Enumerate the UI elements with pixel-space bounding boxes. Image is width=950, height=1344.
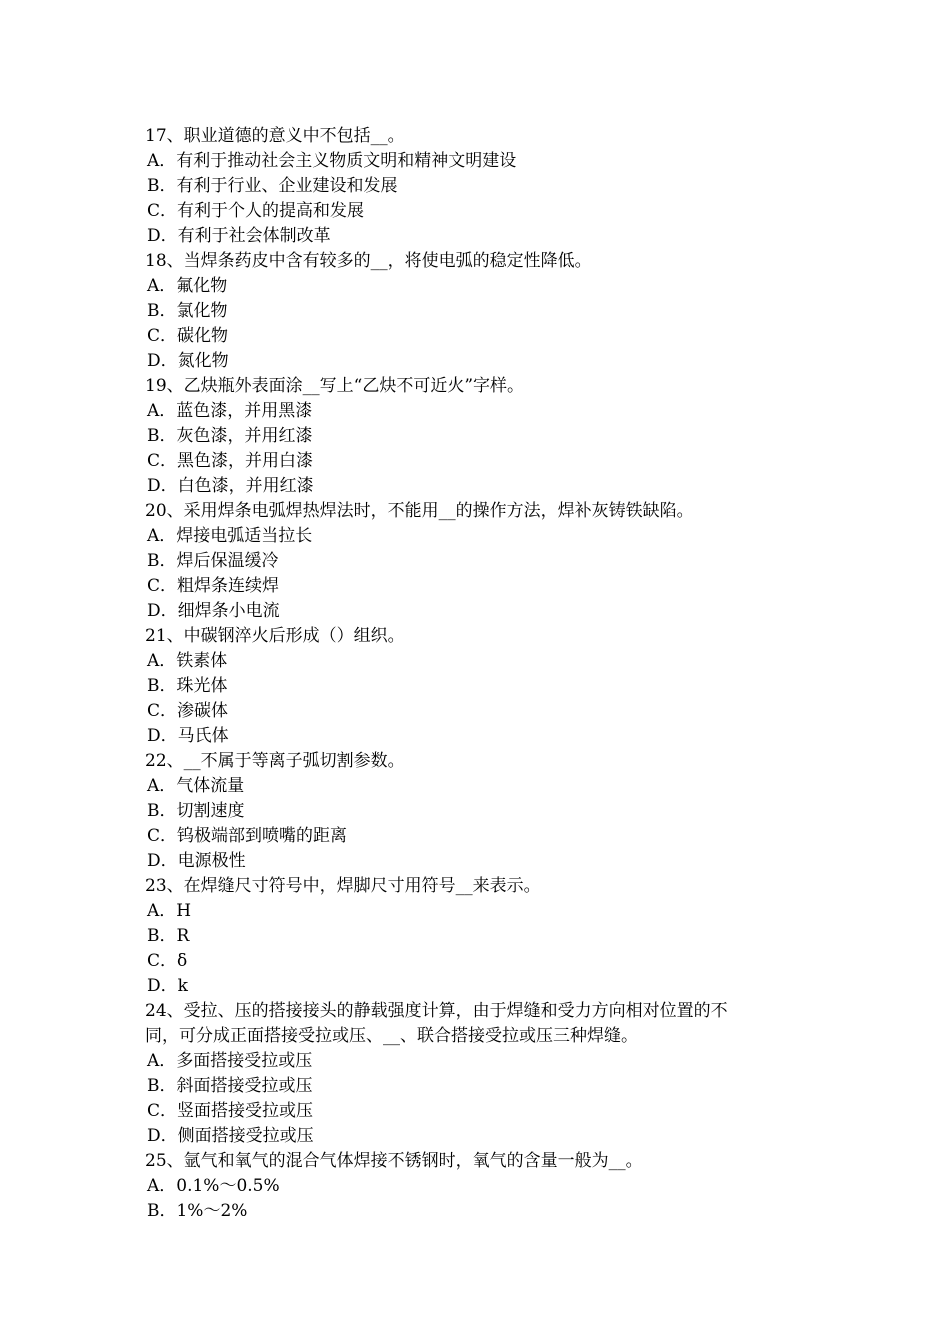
question-22-option-a: A．气体流量 <box>147 776 245 796</box>
question-20-stem: 20、采用焊条电弧焊热焊法时，不能用__的操作方法，焊补灰铸铁缺陷。 <box>145 501 694 521</box>
question-23-option-d: D．k <box>147 976 188 996</box>
question-24-stem-line-2: 同，可分成正面搭接受拉或压、__、联合搭接受拉或压三种焊缝。 <box>145 1026 638 1046</box>
question-18-option-a: A．氟化物 <box>147 276 228 296</box>
question-17-option-c: C．有利于个人的提高和发展 <box>147 201 365 221</box>
question-17-stem: 17、职业道德的意义中不包括__。 <box>145 126 405 146</box>
question-23-option-a: A．H <box>147 901 192 921</box>
question-22-stem: 22、__不属于等离子弧切割参数。 <box>145 751 405 771</box>
document-page <box>145 124 815 1224</box>
question-19-option-d: D．白色漆，并用红漆 <box>147 476 314 496</box>
question-18-option-b: B．氯化物 <box>147 301 228 321</box>
question-21-stem: 21、中碳钢淬火后形成（）组织。 <box>145 626 405 646</box>
question-21-option-d: D．马氏体 <box>147 726 229 746</box>
question-24-option-c: C．竖面搭接受拉或压 <box>147 1101 314 1121</box>
question-17-option-b: B．有利于行业、企业建设和发展 <box>147 176 398 196</box>
question-24-option-a: A．多面搭接受拉或压 <box>147 1051 313 1071</box>
question-20-option-c: C．粗焊条连续焊 <box>147 576 280 596</box>
question-24-stem-line-1: 24、受拉、压的搭接接头的静载强度计算，由于焊缝和受力方向相对位置的不 <box>145 1001 728 1021</box>
question-23-option-c: C．δ <box>147 951 188 971</box>
question-25-option-a: A．0.1%～0.5% <box>147 1176 280 1196</box>
question-25-option-b: B．1%～2% <box>147 1201 248 1221</box>
question-20-option-a: A．焊接电弧适当拉长 <box>147 526 313 546</box>
question-21-option-c: C．渗碳体 <box>147 701 229 721</box>
question-20-option-b: B．焊后保温缓冷 <box>147 551 279 571</box>
question-25-stem: 25、氩气和氧气的混合气体焊接不锈钢时，氧气的含量一般为__。 <box>145 1151 643 1171</box>
question-18-stem: 18、当焊条药皮中含有较多的__，将使电弧的稳定性降低。 <box>145 251 592 271</box>
question-20-option-d: D．细焊条小电流 <box>147 601 280 621</box>
question-23-option-b: B．R <box>147 926 190 946</box>
question-23-stem: 23、在焊缝尺寸符号中，焊脚尺寸用符号__来表示。 <box>145 876 541 896</box>
question-24-option-d: D．侧面搭接受拉或压 <box>147 1126 314 1146</box>
question-21-option-b: B．珠光体 <box>147 676 228 696</box>
question-18-option-d: D．氮化物 <box>147 351 229 371</box>
question-19-option-a: A．蓝色漆，并用黑漆 <box>147 401 313 421</box>
question-19-option-b: B．灰色漆，并用红漆 <box>147 426 313 446</box>
question-17-option-a: A．有利于推动社会主义物质文明和精神文明建设 <box>147 151 517 171</box>
question-19-stem: 19、乙炔瓶外表面涂__写上“乙炔不可近火”字样。 <box>145 376 525 396</box>
question-17-option-d: D．有利于社会体制改革 <box>147 226 331 246</box>
question-19-option-c: C．黑色漆，并用白漆 <box>147 451 314 471</box>
question-18-option-c: C．碳化物 <box>147 326 229 346</box>
question-22-option-c: C．钨极端部到喷嘴的距离 <box>147 826 348 846</box>
question-21-option-a: A．铁素体 <box>147 651 228 671</box>
question-22-option-d: D．电源极性 <box>147 851 246 871</box>
question-24-option-b: B．斜面搭接受拉或压 <box>147 1076 313 1096</box>
question-22-option-b: B．切割速度 <box>147 801 245 821</box>
